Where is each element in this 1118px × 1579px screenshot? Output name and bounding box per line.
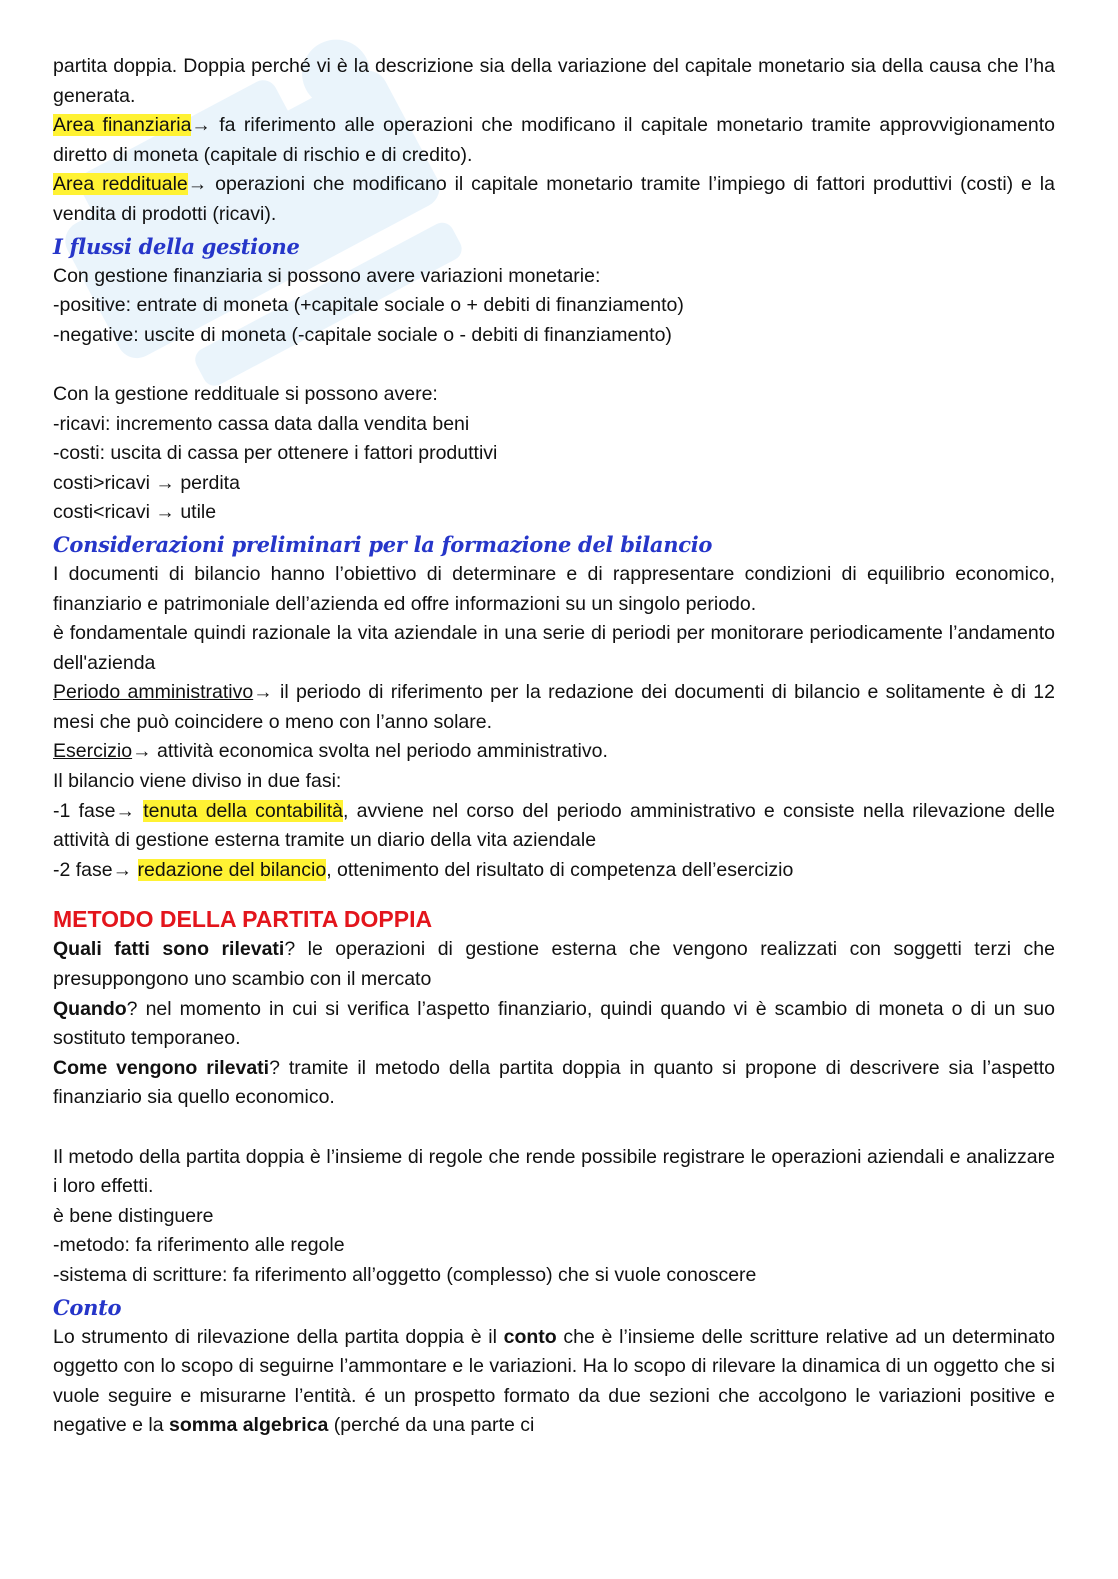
heading-conto: Conto xyxy=(53,1294,122,1320)
flussi-red-line: costi>ricavi → perdita xyxy=(53,471,240,494)
metodo-line: -sistema di scritture: fa riferimento all’oggetto (complesso) che si vuole conoscere xyxy=(53,1263,757,1286)
esercizio-text: → attività economica svolta nel periodo amministrativo. xyxy=(132,740,608,763)
conto-bold-b: somma algebrica xyxy=(169,1414,329,1437)
flussi-red-line: Con la gestione reddituale si possono avere: xyxy=(53,382,438,405)
conto-text-c: (perché da una parte ci xyxy=(328,1414,535,1437)
flussi-red-line: costi<ricavi → utile xyxy=(53,501,217,524)
periodo-paragraph xyxy=(53,678,1055,737)
periodo-text: → il periodo di riferimento per la redazione dei documenti di bilancio e solitamente è di 12 mesi che può coincidere o meno con l’anno solare. xyxy=(53,681,1055,733)
flussi-fin-line: Con gestione finanziaria si possono avere variazioni monetarie: xyxy=(53,264,601,287)
metodo-line: -metodo: fa riferimento alle regole xyxy=(53,1234,345,1257)
flussi-red-line: -ricavi: incremento cassa data dalla vendita beni xyxy=(53,412,470,435)
considerazioni-paragraph: I documenti di bilancio hanno l’obiettivo di determinare e di rappresentare condizioni di equilibrio economico, finanziario e patrimoniale dell’azienda ed offre informazioni su un singolo periodo. xyxy=(53,562,1055,615)
conto-paragraph xyxy=(53,1323,1055,1441)
conto-bold-a: conto xyxy=(503,1325,557,1348)
q2-text: ? nel momento in cui si verifica l’aspetto finanziario, quindi quando vi è scambio di moneta o di un suo sostituto temporaneo. xyxy=(53,997,1055,1050)
fase1-text: , avviene nel corso del periodo amministrativo e consiste nella rilevazione delle attività di gestione esterna tramite un diario della vita aziendale xyxy=(53,799,1055,852)
q1-label: Quali fatti sono rilevati xyxy=(53,938,285,961)
heading-metodo: METODO DELLA PARTITA DOPPIA xyxy=(53,906,433,933)
flussi-red-line: -costi: uscita di cassa per ottenere i fattori produttivi xyxy=(53,442,498,465)
fase2-highlight: redazione del bilancio xyxy=(137,858,327,881)
fase1-prefix: -1 fase→ xyxy=(53,799,144,822)
metodo-line: è bene distinguere xyxy=(53,1204,214,1227)
fase2-prefix: -2 fase→ xyxy=(53,858,138,881)
area-finanziaria-text: → fa riferimento alle operazioni che modificano il capitale monetario tramite approvvigionamento diretto di moneta (capitale di rischio e di credito). xyxy=(53,114,1055,166)
conto-text-b: che è l’insieme delle scritture relative ad un determinato oggetto con lo scopo di seguirne l’ammontare e le variazioni. Ha lo scopo di rilevare la dinamica di un oggetto che si vuole seguire e misurarne l’entità. é un prospetto formato da due sezioni che accolgono le variazioni positive e negative e la xyxy=(53,1325,1055,1437)
fasi-intro: Il bilancio viene diviso in due fasi: xyxy=(53,770,342,793)
fase1-paragraph xyxy=(53,797,1055,856)
area-reddituale-text: → operazioni che modificano il capitale monetario tramite l’impiego di fattori produttivi (costi) e la vendita di prodotti (ricavi). xyxy=(53,173,1055,225)
metodo-q1 xyxy=(53,935,1055,994)
q3-text: ? tramite il metodo della partita doppia in quanto si propone di descrivere sia l’aspetto finanziario sia quello economico. xyxy=(53,1056,1055,1109)
flussi-fin-line: -negative: uscite di moneta (-capitale sociale o - debiti di finanziamento) xyxy=(53,323,672,346)
area-reddituale-label: Area reddituale xyxy=(53,173,188,196)
metodo-q2 xyxy=(53,995,1055,1054)
esercizio-label: Esercizio xyxy=(53,740,133,763)
fase2-paragraph xyxy=(53,856,1055,886)
spacer xyxy=(53,350,1055,380)
heading-considerazioni: Considerazioni preliminari per la formazione del bilancio xyxy=(53,531,713,557)
document-page xyxy=(53,52,1055,1441)
periodo-label: Periodo amministrativo xyxy=(53,681,254,704)
area-reddituale-paragraph xyxy=(53,170,1055,229)
fase2-text: , ottenimento del risultato di competenza dell’esercizio xyxy=(326,858,794,881)
considerazioni-paragraph: è fondamentale quindi razionale la vita aziendale in una serie di periodi per monitorare periodicamente l’andamento dell'azienda xyxy=(53,622,1055,674)
flussi-fin-line: -positive: entrate di moneta (+capitale sociale o + debiti di finanziamento) xyxy=(53,294,684,317)
fase1-highlight: tenuta della contabilità xyxy=(143,799,343,822)
area-finanziaria-label: Area finanziaria xyxy=(53,114,192,137)
conto-text-a: Lo strumento di rilevazione della partita doppia è il xyxy=(53,1325,504,1348)
q1-text: ? le operazioni di gestione esterna che vengono realizzati con soggetti terzi che presuppongono uno scambio con il mercato xyxy=(53,938,1055,991)
intro-paragraph: partita doppia. Doppia perché vi è la descrizione sia della variazione del capitale monetario sia della causa che l’ha generata. xyxy=(53,55,1055,107)
esercizio-paragraph xyxy=(53,737,1055,767)
area-finanziaria-paragraph xyxy=(53,111,1055,170)
spacer xyxy=(53,1113,1055,1143)
metodo-definition: Il metodo della partita doppia è l’insieme di regole che rende possibile registrare le operazioni aziendali e analizzare i loro effetti. xyxy=(53,1145,1055,1198)
q2-label: Quando xyxy=(53,997,127,1020)
metodo-q3 xyxy=(53,1054,1055,1113)
q3-label: Come vengono rilevati xyxy=(53,1056,270,1079)
heading-flussi: I flussi della gestione xyxy=(53,233,300,259)
